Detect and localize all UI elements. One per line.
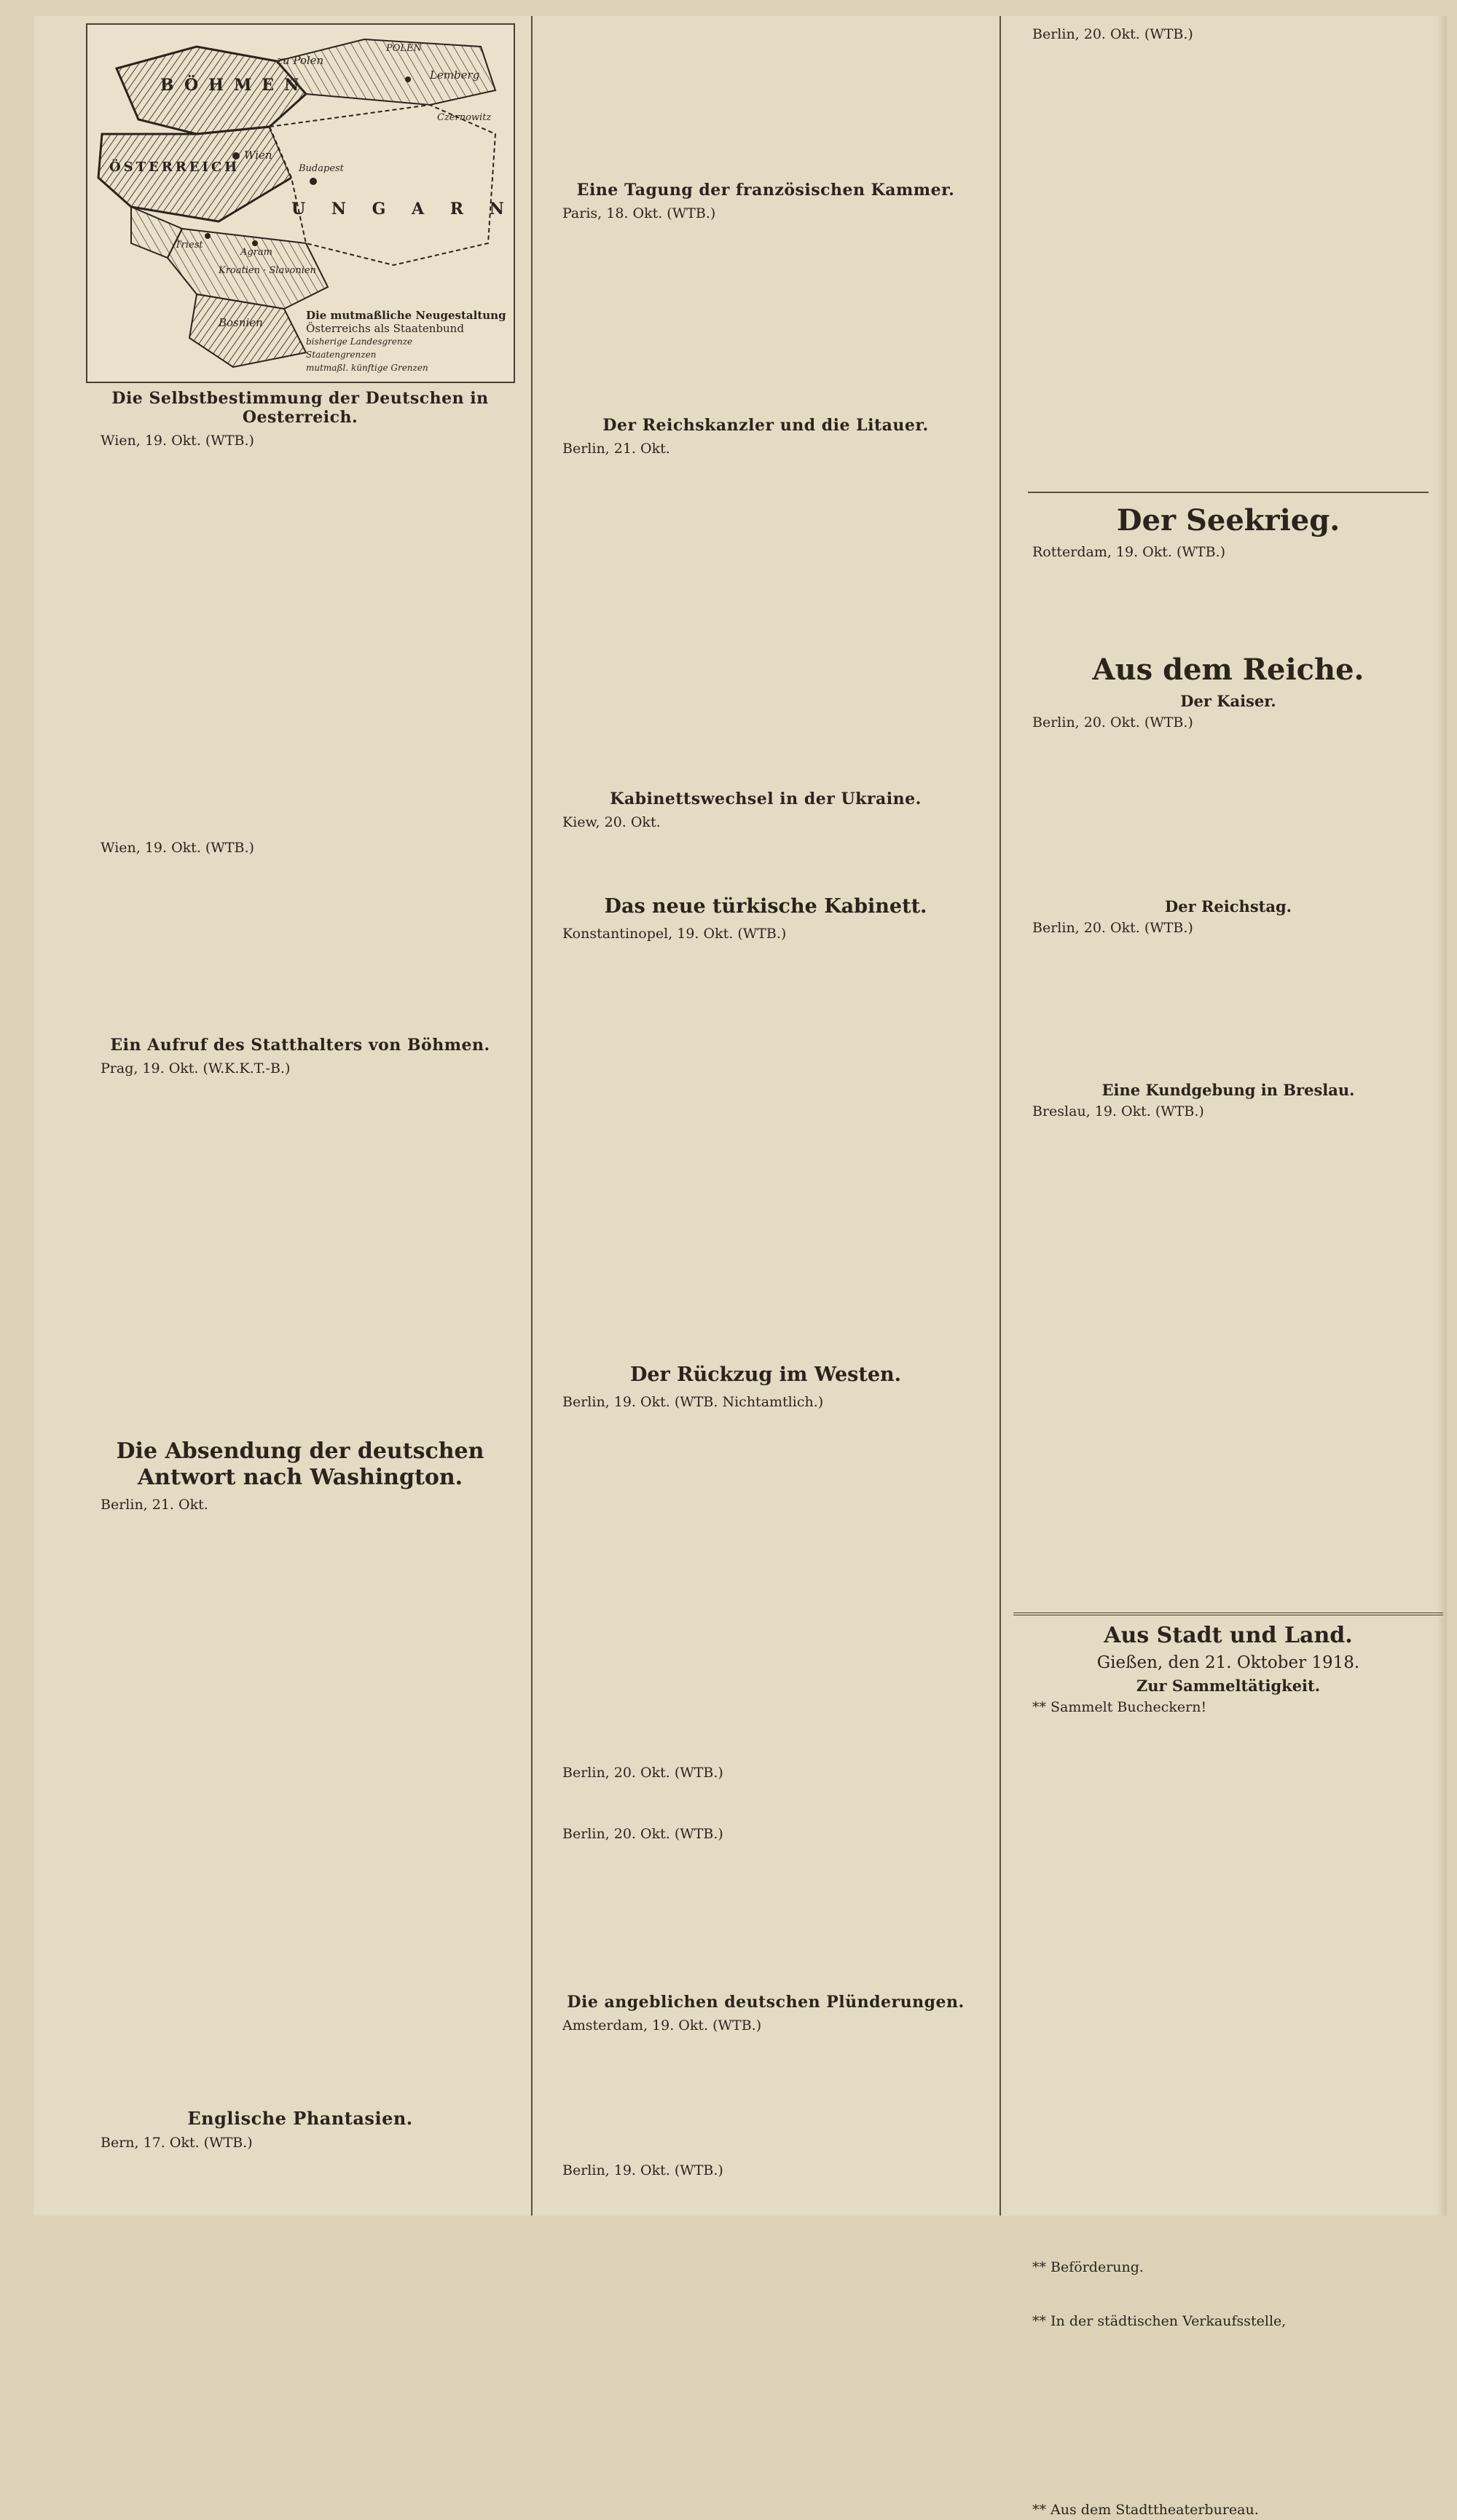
map-label-kroatien: Kroatien · Slavonien [219,265,316,276]
article-body [1013,2277,1443,2310]
dateline: Kiew, 20. Okt. [562,814,661,830]
dateline: Berlin, 20. Okt. (WTB.) [562,1826,723,1842]
article [543,1993,988,2181]
divider [1028,492,1429,493]
local-date: Gießen, den 21. Oktober 1918. [1096,1653,1360,1672]
article-body [543,944,988,1352]
article-body [1013,2331,1443,2499]
article-body [82,1079,519,1428]
dateline: Breslau, 19. Okt. (WTB.) [1032,1103,1204,1119]
map-label-czernowitz: Czernowitz [437,112,492,123]
dateline: Amsterdam, 19. Okt. (WTB.) [562,2017,762,2033]
map-label-polen: POLEN [386,43,422,54]
map-label-boehmen: BÖHMEN [160,76,310,95]
map-label-wien: Wien [244,149,272,162]
article-body [1013,562,1443,642]
column-rule [531,16,533,2216]
article-body [543,832,988,883]
headline: Englische Phantasien. [187,2108,413,2129]
dateline: Berlin, 20. Okt. (WTB.) [1032,920,1193,936]
newspaper-page [34,16,1447,2518]
dateline: Berlin, 20. Okt. (WTB.) [1032,714,1193,731]
subheading: Eine Kundgebung in Breslau. [1101,1081,1355,1099]
article-body [543,1412,988,1762]
dateline: Konstantinopel, 19. Okt. (WTB.) [562,926,787,942]
map-label-oesterreich: ÖSTERREICH [109,160,240,175]
headline: Der Rückzug im Westen. [629,1363,902,1386]
dateline: ** Beförderung. [1032,2259,1144,2275]
subheading: Der Kaiser. [1180,692,1276,710]
map-label-bosnien: Bosnien [219,316,263,329]
article-body [543,23,988,176]
article [1013,25,1443,481]
dateline: Prag, 19. Okt. (W.K.K.T.-B.) [101,1060,291,1076]
article [543,181,988,406]
article [82,389,519,1025]
article [1013,653,1443,1602]
article [543,1362,988,1982]
dateline: Wien, 19. Okt. (WTB.) [101,840,254,856]
dateline: ** Sammelt Bucheckern! [1032,1699,1207,1715]
dateline: Paris, 18. Okt. (WTB.) [562,205,716,221]
dateline: Rotterdam, 19. Okt. (WTB.) [1032,544,1226,560]
map-label-lemberg: Lemberg [430,68,480,82]
article-body [1013,733,1443,893]
article-body [1013,44,1443,321]
legend-note: mutmaßl. künftige Grenzen [306,363,428,373]
article [82,2108,519,2153]
article [543,790,988,883]
column-1 [82,23,519,2208]
headline: Kabinettswechsel in der Ukraine. [610,790,922,808]
article [82,1036,519,1428]
article [543,416,988,779]
dateline: Berlin, 20. Okt. (WTB.) [562,1765,723,1781]
headline: Der Reichskanzler und die Litauer. [602,416,929,435]
headline: Die angeblichen deutschen Plünderungen. [567,1993,965,2012]
dateline: Bern, 17. Okt. (WTB.) [101,2135,253,2151]
dateline: ** In der städtischen Verkaufsstelle, [1032,2313,1287,2329]
article-body [543,224,988,406]
divider [1013,1613,1443,1615]
map-label-triest: Triest [175,240,203,251]
headline: Ein Aufruf des Statthalters von Böhmen. [110,1036,490,1055]
map-label-budapest: Budapest [299,163,344,174]
headline: Das neue türkische Kabinett. [604,895,927,918]
article-body [1013,1122,1443,1602]
headline: Aus Stadt und Land. [1104,1623,1353,1648]
dateline: ** Aus dem Stadttheaterbureau. [1032,2502,1259,2518]
article [543,894,988,1352]
map-austria-hungary [86,23,515,383]
legend-item: Staatengrenzen [306,350,377,360]
subheading: Zur Sammeltätigkeit. [1136,1677,1321,1695]
article-body [82,858,519,1025]
article-body [543,2036,988,2159]
article-body [82,1515,519,2098]
dateline: Berlin, 21. Okt. [562,441,670,457]
article-body [82,451,519,837]
dateline: Berlin, 19. Okt. (WTB.) [562,2162,723,2178]
article-body [1013,938,1443,1076]
map-label-ungarn: U N G A R N [291,200,514,218]
legend-item: Österreichs als Staatenbund [306,322,464,335]
article [1013,503,1443,642]
legend-item: bisherige Landesgrenze [306,336,413,347]
headline: Die Absendung der deutschen Antwort nach Washington. [116,1438,484,1490]
headline: Der Seekrieg. [1116,503,1340,538]
article-body [543,1844,988,1982]
map-label-zu-polen: zu Polen [277,54,324,67]
dateline: Berlin, 20. Okt. (WTB.) [1032,26,1193,42]
map-label-agram: Agram [240,247,273,258]
article [82,1438,519,2098]
article-body [1013,1717,1443,2256]
dateline: Berlin, 19. Okt. (WTB. Nichtamtlich.) [562,1394,824,1410]
dateline: Wien, 19. Okt. (WTB.) [101,433,254,449]
column-3 [1013,23,1443,2518]
headline: Die Selbstbestimmung der Deutschen in Oesterreich. [111,389,489,427]
column-rule [1000,16,1001,2216]
column-2 [543,23,988,2208]
article-body [1013,321,1443,481]
legend-title: Die mutmaßliche Neugestaltung [306,309,506,322]
subheading: Der Reichstag. [1165,897,1292,916]
dateline: Berlin, 21. Okt. [101,1497,208,1513]
headline: Aus dem Reiche. [1092,653,1364,687]
article-body [543,1783,988,1823]
map-legend [306,309,506,374]
article [1013,1623,1443,2520]
article-body [543,459,988,779]
headline: Eine Tagung der französischen Kammer. [576,181,955,200]
